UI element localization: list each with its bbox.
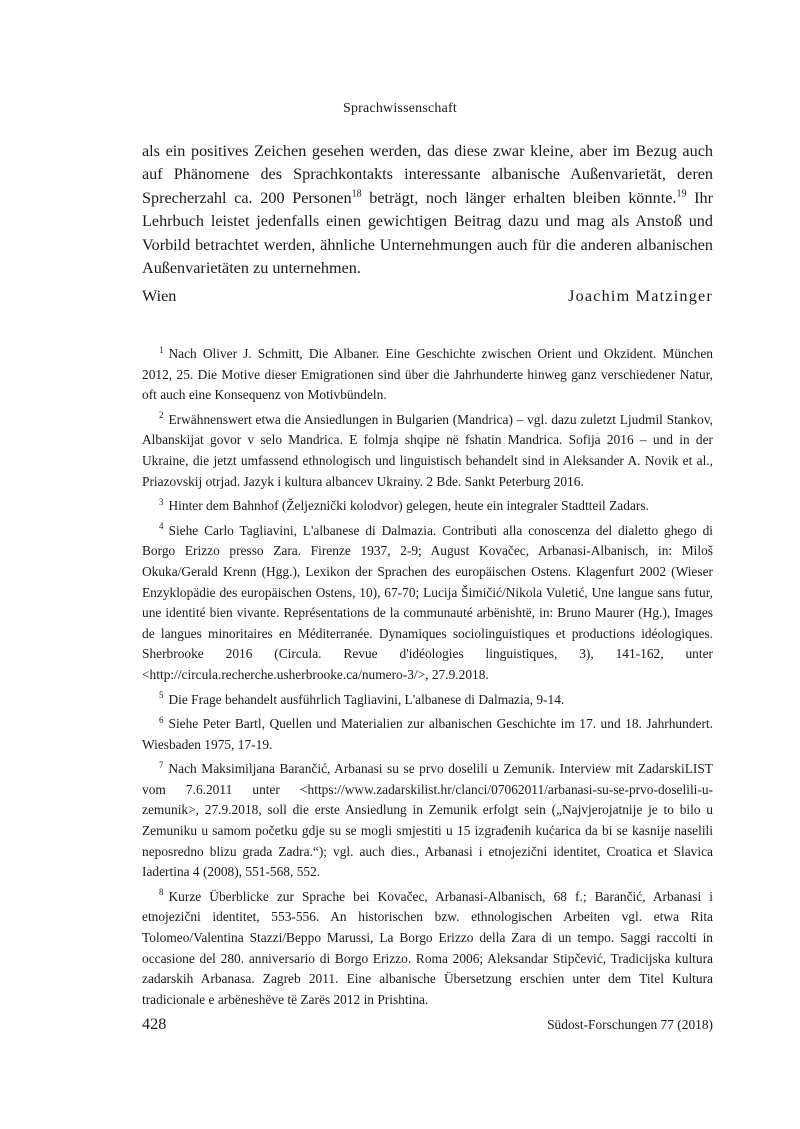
signature-row bbox=[142, 287, 713, 311]
footnote-text: Hinter dem Bahnhof (Željeznički kolodvor) gelegen, heute ein integraler Stadtteil Zadars. bbox=[168, 498, 649, 514]
body-text-part-3: Ihr Lehrbuch leistet jedenfalls einen gewichtigen Beitrag dazu und mag als Anstoß und Vorbild betrachtet werden, ähnliche Unternehmungen auch für die anderen albanischen Außenvarietäten zu unternehmen. bbox=[142, 188, 714, 278]
footnote-number: 2 bbox=[159, 410, 164, 421]
footnote-text: Siehe Peter Bartl, Quellen und Materialien zur albanischen Geschichte im 17. und 18. Jahrhundert. Wiesbaden 1975, 17-19. bbox=[142, 716, 713, 752]
footnote bbox=[142, 759, 713, 883]
footnote-text: Nach Oliver J. Schmitt, Die Albaner. Eine Geschichte zwischen Orient und Okzident. München 2012, 25. Die Motive dieser Emigrationen sind über die Jahrhunderte hinweg ganz verschiedener Natur, oft auch eine Konsequenz von Motivbündeln. bbox=[142, 346, 713, 403]
page-number: 428 bbox=[142, 1015, 167, 1033]
footnote-number: 4 bbox=[159, 521, 164, 532]
footnote bbox=[142, 496, 713, 517]
footnote-text: Siehe Carlo Tagliavini, L'albanese di Dalmazia. Contributi alla conoscenza del dialetto ghego di Borgo Erizzo presso Zara. Firenze 1937, 2-9; August Kovačec, Arbanasi-Albanisch, in: Miloš Okuka/Gerald Krenn (Hgg.), Lexikon der Sprachen des europäischen Ostens. Klagenfurt 2002 (Wieser Enzyklopädie des europäischen Ostens, 10), 67-70; Lucija Šimičić/Nikola Vuletić, Une langue sans futur, une identité bien vivante. Représentations de la communauté arbënishtë, in: Bruno Maurer (Hg.), Images de langues minoritaires en Méditerranée. Dynamiques sociolinguistiques et productions idéologiques. Sherbrooke 2016 (Circula. Revue d'idéologies linguistiques, 3), 141-162, unter <http://circula.recherche.usherbrooke.ca/numero-3/>, 27.9.2018. bbox=[142, 522, 713, 682]
footnote bbox=[142, 521, 713, 686]
footnote-number: 7 bbox=[159, 759, 164, 770]
footnote-number: 5 bbox=[159, 690, 164, 701]
signature-place: Wien bbox=[142, 287, 177, 305]
footnotes bbox=[142, 344, 713, 1014]
footnote bbox=[142, 690, 713, 711]
footnote-number: 6 bbox=[159, 714, 164, 725]
footnote-text: Erwähnenswert etwa die Ansiedlungen in Bulgarien (Mandrica) – vgl. dazu zuletzt Ljudmil Stankov, Albanskijat govor v selo Mandrica. E folmja shqipe në fshatin Mandrica. Sofija 2016 – und in der Ukraine, die jetzt umfassend ethnologisch und linguistisch behandelt sind in Aleksander A. Novik et al., Priazovskij otrjad. Jazyk i kultura albancev Ukrainy. 2 Bde. Sankt Peterburg 2016. bbox=[142, 411, 713, 489]
footnote bbox=[142, 714, 713, 755]
footnote-number: 3 bbox=[159, 496, 164, 507]
footnote-number: 1 bbox=[159, 344, 164, 355]
journal-citation: Südost-Forschungen 77 (2018) bbox=[547, 1017, 713, 1032]
footnote-ref-19: 19 bbox=[676, 188, 687, 200]
footnote-ref-18: 18 bbox=[351, 188, 362, 200]
footnote bbox=[142, 410, 713, 492]
footnote bbox=[142, 887, 713, 1011]
signature-author: Joachim Matzinger bbox=[568, 287, 713, 305]
body-text-part-1: als ein positives Zeichen gesehen werden, das diese zwar kleine, aber im Bezug auch auf Phänomene des Sprachkontakts interessante albanische Außenvarietät, deren Sprecherzahl ca. 200 Personen bbox=[142, 142, 713, 207]
body-paragraph bbox=[142, 140, 713, 280]
body-text-part-2: beträgt, noch länger erhalten bleiben könnte. bbox=[361, 188, 677, 207]
footnote bbox=[142, 344, 713, 406]
footnote-number: 8 bbox=[159, 887, 164, 898]
footnote-text: Kurze Überblicke zur Sprache bei Kovačec, Arbanasi-Albanisch, 68 f.; Barančić, Arbanasi i etnojezični identitet, 553-556. An historischen bzw. ethnologischen Arbeiten vgl. etwa Rita Tolomeo/Valentina Stazzi/Beppo Marussi, La Borgo Erizzo della Zara di un tempo. Saggi raccolti in occasione del 280. anniversario di Borgo Erizzo. Roma 2006; Aleksandar Stipčević, Tradicijska kultura zadarskih Arbanasa. Zagreb 2011. Eine albanische Übersetzung erschien unter dem Titel Kultura tradicionale e arbëneshëve të Zarës 2012 in Prishtina. bbox=[142, 888, 713, 1007]
footnote-text: Nach Maksimiljana Barančić, Arbanasi su se prvo doselili u Zemunik. Interview mit ZadarskiLIST vom 7.6.2011 unter <https://www.zadarskilist.hr/clanci/07062011/arbanasi-su-se-prvo-doselili-u-zemunik>, 27.9.2018, soll die erste Ansiedlung in Zemunik erfolgt sein („Najvjerojatnije je to bilo u Zemuniku u samom početku gdje su se mogli smjestiti u 15 izgrađenih kućarica da bi se kasnije naselili neposredno blizu grada Zadra.“); vgl. auch dies., Arbanasi i etnojezični identitet, Croatica et Slavica Iadertina 4 (2008), 551-568, 552. bbox=[142, 761, 713, 880]
running-header: Sprachwissenschaft bbox=[342, 101, 457, 116]
page-footer bbox=[142, 1015, 713, 1039]
footnote-text: Die Frage behandelt ausführlich Tagliavini, L'albanese di Dalmazia, 9-14. bbox=[168, 691, 565, 707]
